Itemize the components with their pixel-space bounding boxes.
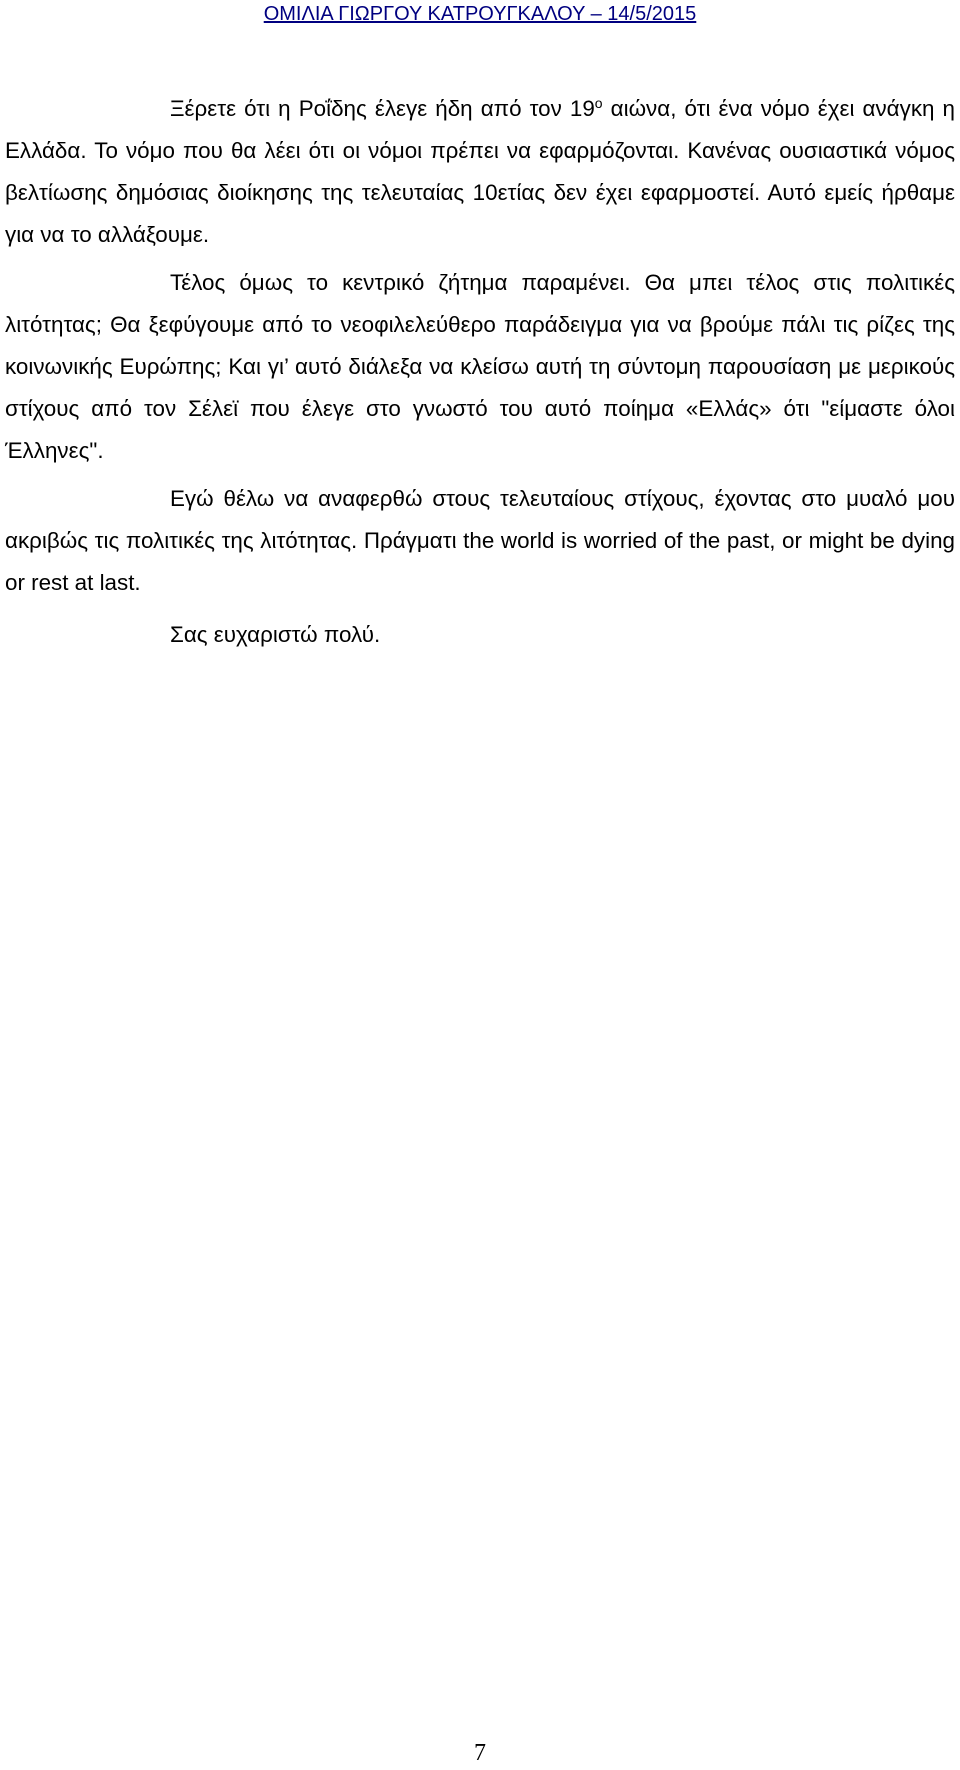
page-number: 7 bbox=[474, 1740, 486, 1766]
paragraph-1-text-b: αιώνα, ότι ένα νόμο έχει ανάγκη η Ελλάδα. Το νόμο που θα λέει ότι οι νόμοι πρέπει να εφαρμόζονται. Κανένας ουσιαστικά νόμος βελτίωσης δημόσιας διοίκησης της τελευταίας 10ετίας δεν έχει εφαρμοστεί. Αυτό εμείς ήρθαμε για να το αλλάξουμε. bbox=[5, 96, 955, 247]
paragraph-2: Τέλος όμως το κεντρικό ζήτημα παραμένει. Θα μπει τέλος στις πολιτικές λιτότητας; Θα ξεφύγουμε από το νεοφιλελεύθερο παράδειγμα για να βρούμε πάλι τις ρίζες της κοινωνικής Ευρώπης; Και γι’ αυτό διάλεξα να κλείσω αυτή τη σύντομη παρουσίαση με μερικούς στίχους από τον Σέλεϊ που έλεγε στο γνωστό του αυτό ποίημα «Ελλάς» ότι "είμαστε όλοι Έλληνες". bbox=[5, 270, 955, 463]
document-body bbox=[5, 88, 955, 662]
ordinal-superscript: ο bbox=[594, 95, 603, 111]
paragraph-1-text-a: Ξέρετε ότι η Ροΐδης έλεγε ήδη από τον 19 bbox=[170, 96, 595, 121]
paragraph-1 bbox=[5, 88, 955, 256]
paragraph-3: Εγώ θέλω να αναφερθώ στους τελευταίους στίχους, έχοντας στο μυαλό μου ακριβώς τις πολιτικές της λιτότητας. Πράγματι the world is worried of the past, or might be dying or rest at last. bbox=[5, 486, 955, 595]
document-header bbox=[0, 0, 960, 28]
header-title: ΟΜΙΛΙΑ ΓΙΩΡΓΟΥ ΚΑΤΡΟΥΓΚΑΛΟΥ – 14/5/2015 bbox=[263, 3, 697, 25]
paragraph-closing: Σας ευχαριστώ πολύ. bbox=[170, 622, 381, 647]
